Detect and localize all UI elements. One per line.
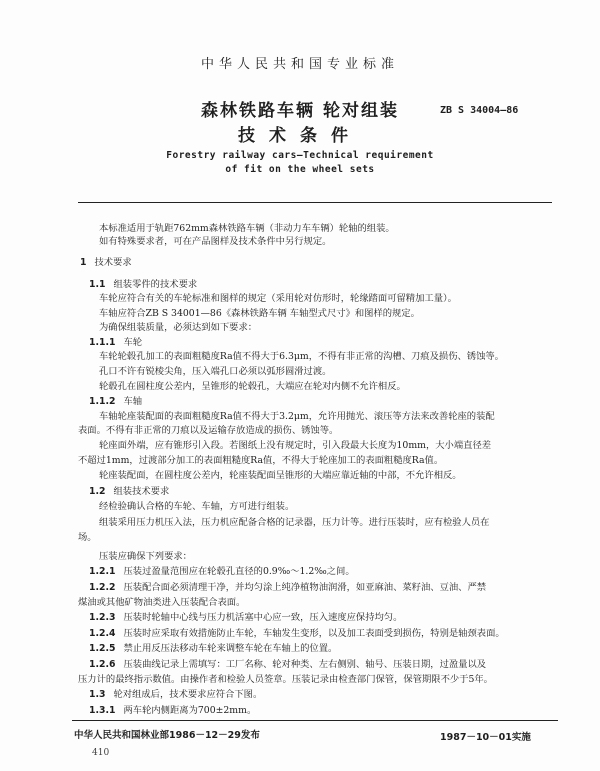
document-subtitle: 技术条件 (238, 126, 362, 146)
clause-text: 两车轮内侧距离为700±2mm。 (123, 705, 257, 716)
standard-code: ZB S 34004—86 (440, 105, 519, 116)
clause-text: 压装配合面必须清理干净，并均匀涂上纯净植物油润滑，如亚麻油、菜籽油、豆油、严禁 (123, 582, 487, 593)
paragraph-line: 组装采用压力机压入法，压力机应配备合格的记录器，压力计等。进行压装时，应有检验人员在 (99, 517, 490, 528)
section-title: 车轮 (123, 337, 143, 348)
clause-text: 压装过盈量范围应在轮毂孔直径的0.9‰～1.2‰之间。 (123, 566, 355, 577)
section-heading (89, 279, 197, 291)
footer-divider (72, 720, 558, 721)
title-divider (78, 202, 552, 203)
clause (89, 582, 486, 594)
page-number: 410 (92, 748, 110, 758)
clause-number: 1.2.2 (89, 582, 116, 593)
paragraph-line: 孔口不许有锐棱尖角，压入端孔口必须以弧形圆滑过渡。 (99, 366, 332, 377)
clause-number: 1.3.1 (89, 705, 116, 716)
clause-text: 禁止用反压法移动车轮来调整车轮在车轴上的位置。 (123, 643, 338, 654)
paragraph-line: 经检验确认合格的车轮、车轴，方可进行组装。 (99, 501, 295, 512)
section-number: 1.1.1 (89, 337, 116, 348)
paragraph-line: 车轮轮毂孔加工的表面粗糙度Ra值不得大于6.3μm，不得有非正常的沟槽、刀痕及损伤、锈蚀等。 (99, 351, 504, 362)
section-heading (89, 486, 169, 498)
clause-text: 压装曲线记录上需填写：工厂名称、轮对种类、左右侧别、轴号、压装日期，过盈量以及 (123, 659, 487, 670)
section-number: 1.1.2 (89, 396, 116, 407)
paragraph-line: 为确保组装质量，必须达到如下要求： (99, 322, 258, 333)
clause-number: 1.3 (89, 689, 106, 700)
intro-line: 本标准适用于轨距762mm森林铁路车辆（非动力车车辆）轮轴的组装。 (99, 223, 395, 234)
paragraph-line: 车轴应符合ZB S 34001—86《森林铁路车辆 车轴型式尺寸》和图样的规定。 (99, 308, 420, 319)
clause (89, 689, 262, 701)
section-title: 组装零件的技术要求 (113, 279, 198, 290)
section-number: 1.2 (89, 486, 106, 497)
clause-number: 1.2.3 (89, 612, 116, 623)
section-number: 1.1 (89, 279, 106, 290)
clause-number: 1.2.5 (89, 643, 116, 654)
section-number: 1 (80, 257, 87, 268)
section-title: 技术要求 (94, 257, 132, 268)
paragraph-line: 轮座面外端，应有锥形引入段。若图纸上没有规定时，引入段最大长度为10mm，大小端直径差 (99, 440, 492, 451)
paragraph-line: 车轮应符合有关的车轮标准和图样的规定（采用轮对仿形时，轮缘踏面可留精加工量）。 (99, 293, 457, 304)
paragraph-line: 表面。不得有非正常的刀痕以及运输存放造成的损伤、锈蚀等。 (78, 425, 339, 436)
english-title-line2: of fit on the wheel sets (225, 164, 375, 175)
paragraph-line: 场。 (78, 532, 97, 543)
paragraph-line: 车轴轮座装配面的表面粗糙度Ra值不得大于3.2μm，允许用抛光、滚压等方法来改善轮座的装配 (99, 411, 495, 422)
clause (89, 705, 256, 717)
paragraph-line: 压装应确保下列要求： (99, 551, 192, 562)
section-heading (80, 257, 132, 269)
implementation-date: 1987－10－01实施 (440, 732, 531, 743)
clause-number: 1.2.4 (89, 628, 116, 639)
paragraph-line: 不超过1mm，过渡部分加工的表面粗糙度Ra值，不得大于轮座加工的表面粗糙度Ra值。 (78, 455, 444, 466)
clause-number: 1.2.1 (89, 566, 116, 577)
clause (89, 659, 486, 671)
clause (89, 643, 337, 655)
paragraph-line: 压力计的最终指示数值。由操作者和检验人员签章。压装记录由检查部门保管，保管期限不少于5年。 (78, 674, 493, 685)
clause (89, 612, 402, 624)
paragraph-line: 煤油或其他矿物油类进入压装配合表面。 (78, 597, 246, 608)
section-title: 车轴 (123, 396, 143, 407)
section-heading (89, 337, 142, 349)
clause-number: 1.2.6 (89, 659, 116, 670)
paragraph-line: 轮毂孔在圆柱度公差内，呈锥形的轮毂孔，大端应在轮对内侧不允许相反。 (99, 381, 406, 392)
intro-line: 如有特殊要求者，可在产品图样及技术条件中另行规定。 (99, 236, 332, 247)
clause-text: 轮对组成后，技术要求应符合下图。 (113, 689, 263, 700)
section-title: 组装技术要求 (113, 486, 170, 497)
english-title-line1: Forestry railway cars—Technical requirement (166, 150, 434, 161)
section-heading (89, 396, 142, 408)
document-title: 森林铁路车辆 轮对组装 (201, 101, 399, 121)
clause (89, 566, 355, 578)
clause (89, 628, 505, 640)
paragraph-line: 轮座装配面，在圆柱度公差内，轮座装配面呈锥形的大端应靠近轴的中部，不允许相反。 (99, 470, 462, 481)
clause-text: 压装时应采取有效措施防止车轮，车轴发生变形，以及加工表面受到损伤，特别是轴颈表面。 (123, 628, 505, 639)
clause-text: 压装时轮轴中心线与压力机活塞中心应一致，压入速度应保持均匀。 (123, 612, 403, 623)
issue-date: 中华人民共和国林业部1986－12－29发布 (74, 730, 260, 741)
standard-header: 中华人民共和国专业标准 (200, 57, 399, 72)
